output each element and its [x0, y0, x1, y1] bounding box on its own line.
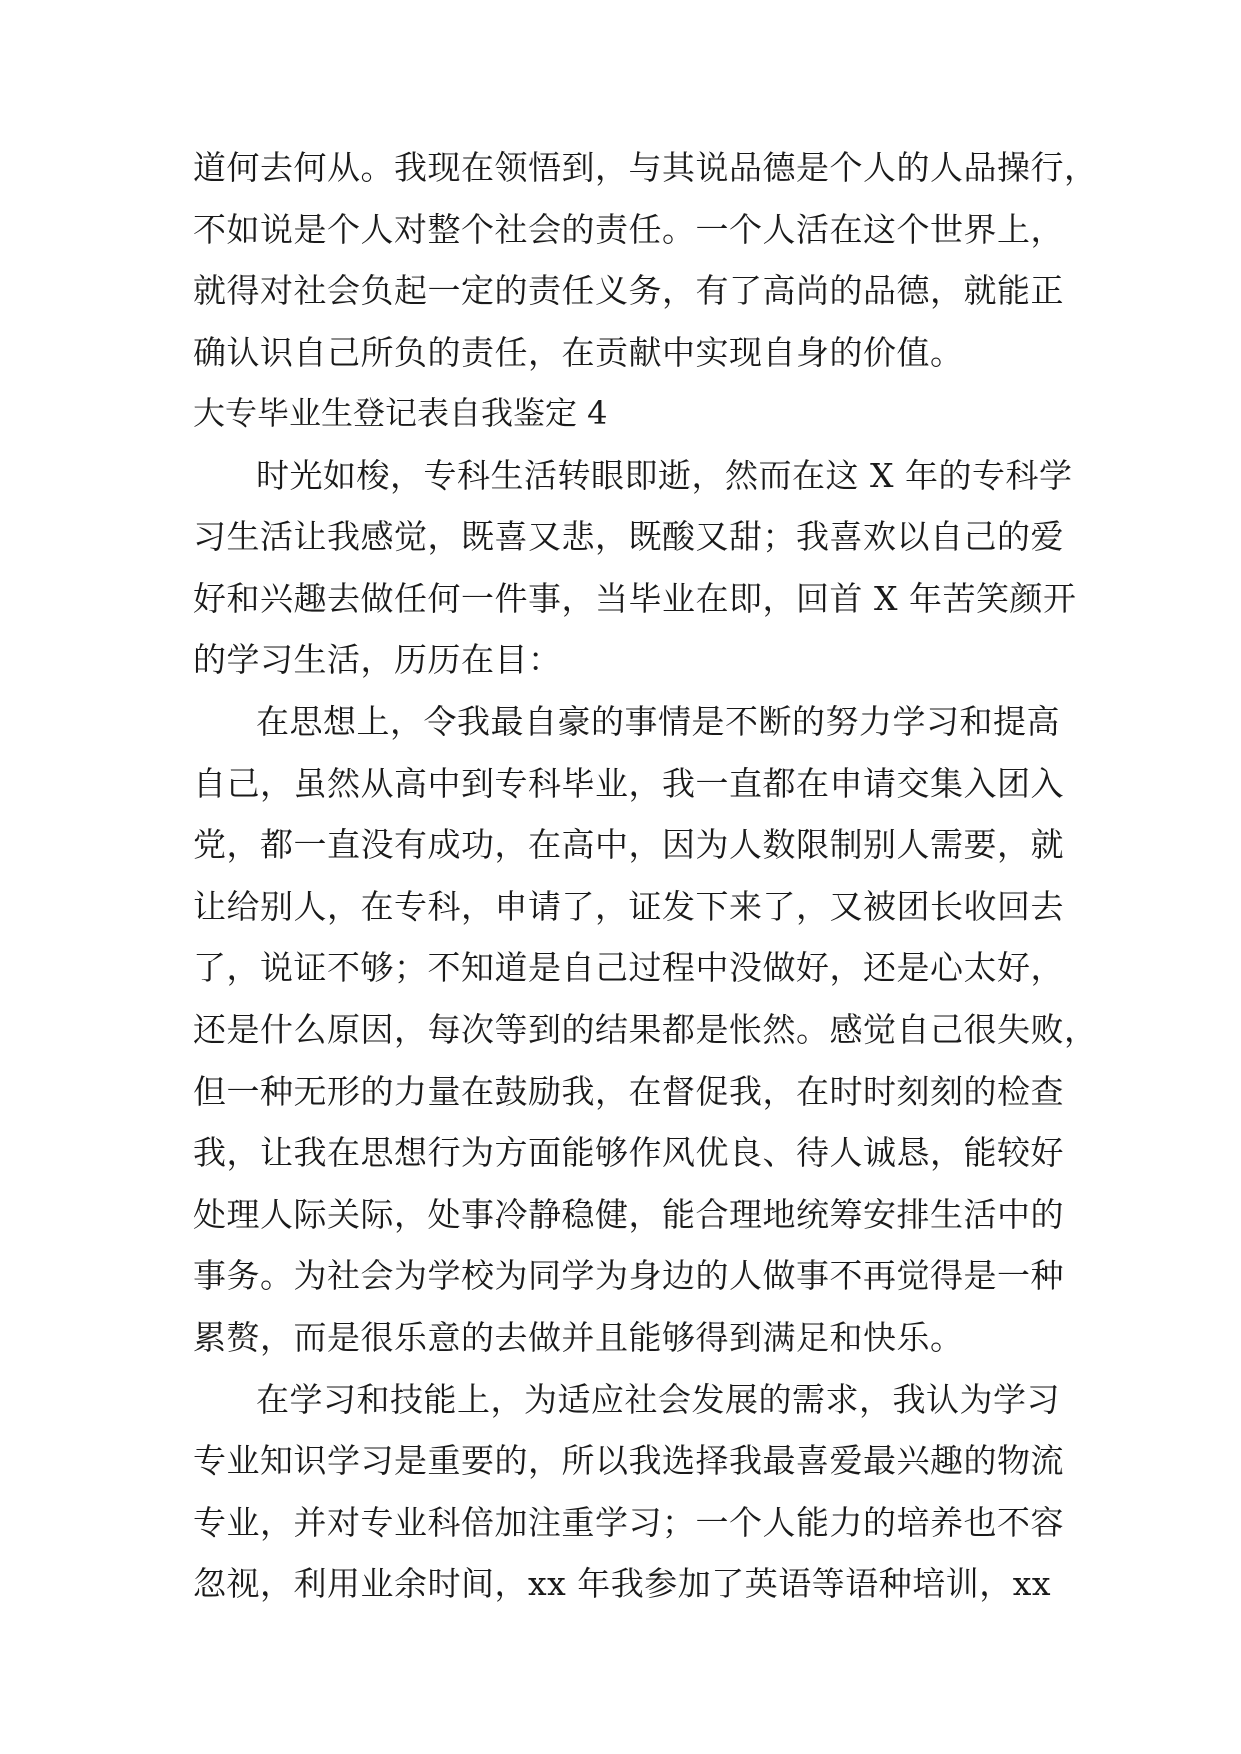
paragraph-line: 忽视，利用业余时间，xx 年我参加了英语等语种培训，xx [193, 1564, 1051, 1603]
paragraph-line: 不如说是个人对整个社会的责任。一个人活在这个世界上， [193, 210, 1064, 249]
paragraph-line: 专业知识学习是重要的，所以我选择我最喜爱最兴趣的物流 [193, 1441, 1064, 1480]
paragraph-line: 好和兴趣去做任何一件事，当毕业在即，回首 X 年苦笑颜开 [193, 579, 1077, 618]
paragraph-line: 就得对社会负起一定的责任义务，有了高尚的品德，就能正 [193, 271, 1064, 310]
paragraph-line: 但一种无形的力量在鼓励我，在督促我，在时时刻刻的检查 [193, 1072, 1064, 1111]
paragraph-line: 在学习和技能上，为适应社会发展的需求，我认为学习 [256, 1380, 1060, 1419]
paragraph-line: 还是什么原因，每次等到的结果都是怅然。感觉自己很失败， [193, 1010, 1098, 1049]
paragraph-line: 专业，并对专业科倍加注重学习；一个人能力的培养也不容 [193, 1503, 1064, 1542]
paragraph-line: 让给别人，在专科，申请了，证发下来了，又被团长收回去 [193, 887, 1064, 926]
paragraph-line: 处理人际关际，处事冷静稳健，能合理地统筹安排生活中的 [193, 1195, 1064, 1234]
paragraph-line: 自己，虽然从高中到专科毕业，我一直都在申请交集入团入 [193, 764, 1064, 803]
paragraph-line: 我，让我在思想行为方面能够作风优良、待人诚恳，能较好 [193, 1133, 1064, 1172]
paragraph-line: 习生活让我感觉，既喜又悲，既酸又甜；我喜欢以自己的爱 [193, 517, 1064, 556]
paragraph-line: 道何去何从。我现在领悟到，与其说品德是个人的人品操行， [193, 148, 1098, 187]
paragraph-line: 确认识自己所负的责任，在贡献中实现自身的价值。 [193, 333, 964, 372]
paragraph-line: 累赘，而是很乐意的去做并且能够得到满足和快乐。 [193, 1318, 964, 1357]
paragraph-line: 党，都一直没有成功，在高中，因为人数限制别人需要，就 [193, 825, 1064, 864]
paragraph-line: 的学习生活，历历在目： [193, 640, 562, 679]
paragraph-line: 了，说证不够；不知道是自己过程中没做好，还是心太好， [193, 948, 1064, 987]
paragraph-line: 事务。为社会为学校为同学为身边的人做事不再觉得是一种 [193, 1256, 1064, 1295]
paragraph-line: 时光如梭，专科生活转眼即逝，然而在这 X 年的专科学 [256, 456, 1073, 495]
paragraph-line: 在思想上，令我最自豪的事情是不断的努力学习和提高 [256, 702, 1060, 741]
section-heading: 大专毕业生登记表自我鉴定 4 [193, 394, 608, 432]
